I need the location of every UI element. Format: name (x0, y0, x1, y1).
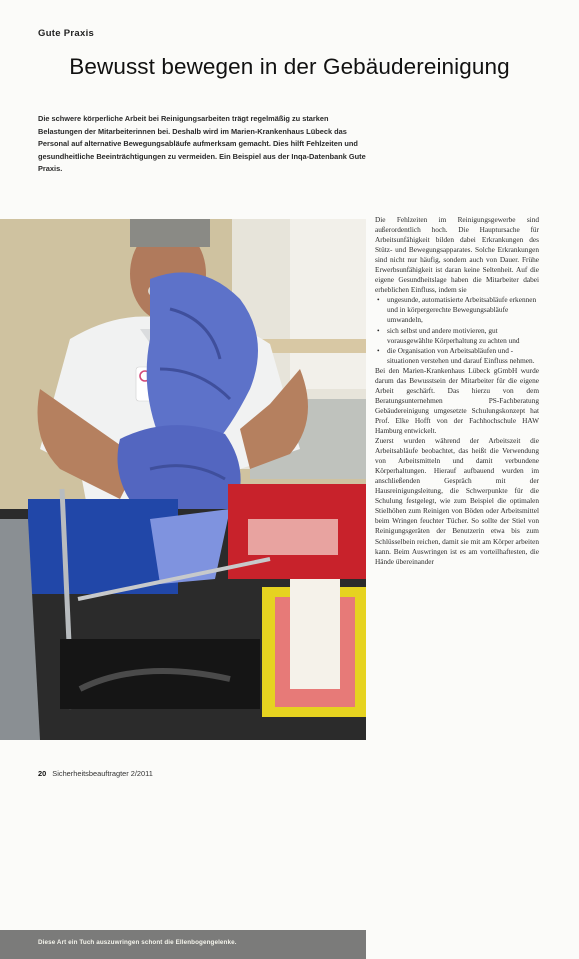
photo-caption-bar (0, 930, 366, 959)
bullet-item-1: • ungesunde, automatisierte Arbeitsabläufe erkennen und in körpergerechte Bewegungsabläufe umwandeln, (387, 295, 539, 325)
publication-name: Sicherheitsbeauftragter 2/2011 (52, 769, 153, 778)
intro-text: Die schwere körperliche Arbeit bei Reinigungsarbeiten trägt regelmäßig zu starken Belastungen der Mitarbeiterinnen bei. Deshalb wird im Marien-Krankenhaus Lübeck das Personal auf alternative Bewegungsabläufe aufmerksam gemacht. Dies hilft Fehlzeiten und gesundheitliche Beeinträchtigungen zu vermeiden. Ein Beispiel aus der Inqa-Datenbank Gute Praxis. (38, 114, 366, 174)
bullet-item-3: • die Organisation von Arbeitsabläufen und -situationen verstehen und darauf Einfluss nehmen. (387, 346, 539, 366)
article-title: Bewusst bewegen in der Gebäudereinigung (69, 54, 510, 79)
page-number: 20 (38, 769, 47, 778)
article-body (375, 215, 539, 740)
photo-caption: Diese Art ein Tuch auszuwringen schont die Ellenbogengelenke. (38, 939, 237, 946)
section-label: Gute Praxis (38, 28, 95, 39)
article-intro (38, 113, 370, 176)
bullet-list (375, 295, 539, 365)
body-paragraph-2: Bei den Marien-Krankenhaus Lübeck gGmbH wurde darum das Bewusstsein der Mitarbeiter für die eigene Arbeit geschärft. Das hierzu von dem Beratungsunternehmen PS-Fachberatung Gebäudereinigung umgesetzte Schulungskonzept hat Prof. Elke Hofft von der Fachhochschule HAW Hamburg entwickelt. (375, 365, 539, 435)
body-paragraph-1: Die Fehlzeiten im Reinigungsgewerbe sind außerordentlich hoch. Die Hauptursache für Arbeitsunfähigkeit bilden dabei Erkrankungen des Stütz- und Bewegungsapparates. Solche Erkrankungen sind nicht nur häufig, sondern auch von Dauer. Frühe Erwerbsunfähigkeit ist daran keine Seltenheit. Auf die eigene Gesundheitslage haben die Mitarbeiter dabei erheblichen Einfluss, indem sie (375, 215, 539, 295)
page-footer (38, 769, 153, 778)
bullet-item-2: • sich selbst und andere motivieren, gut vorausgewählte Körperhaltung zu achten und (387, 326, 539, 346)
body-paragraph-3: Zuerst wurden während der Arbeitszeit die Arbeitsabläufe beobachtet, das heißt die Verwendung von Arbeitsmitteln und damit verbundene Körperhaltungen. Hierauf aufbauend wurden im anschließenden Gespräch mit der Hausreinigungsleitung, die Schwerpunkte für die Schulung festgelegt, wie zum Beispiel die optimalen Stielhöhen zum Reinigen von Böden oder Arbeitsmittel beim Wringen feuchter Tücher. So sollte der Stiel von Reinigungsgeräten der Benutzerin etwa bis zum Schlüsselbein reichen, damit sie mit am Körper arbeiten kann. Beim Auswringen ist es am vorteilhaftesten, die Hände übereinander (375, 436, 539, 566)
